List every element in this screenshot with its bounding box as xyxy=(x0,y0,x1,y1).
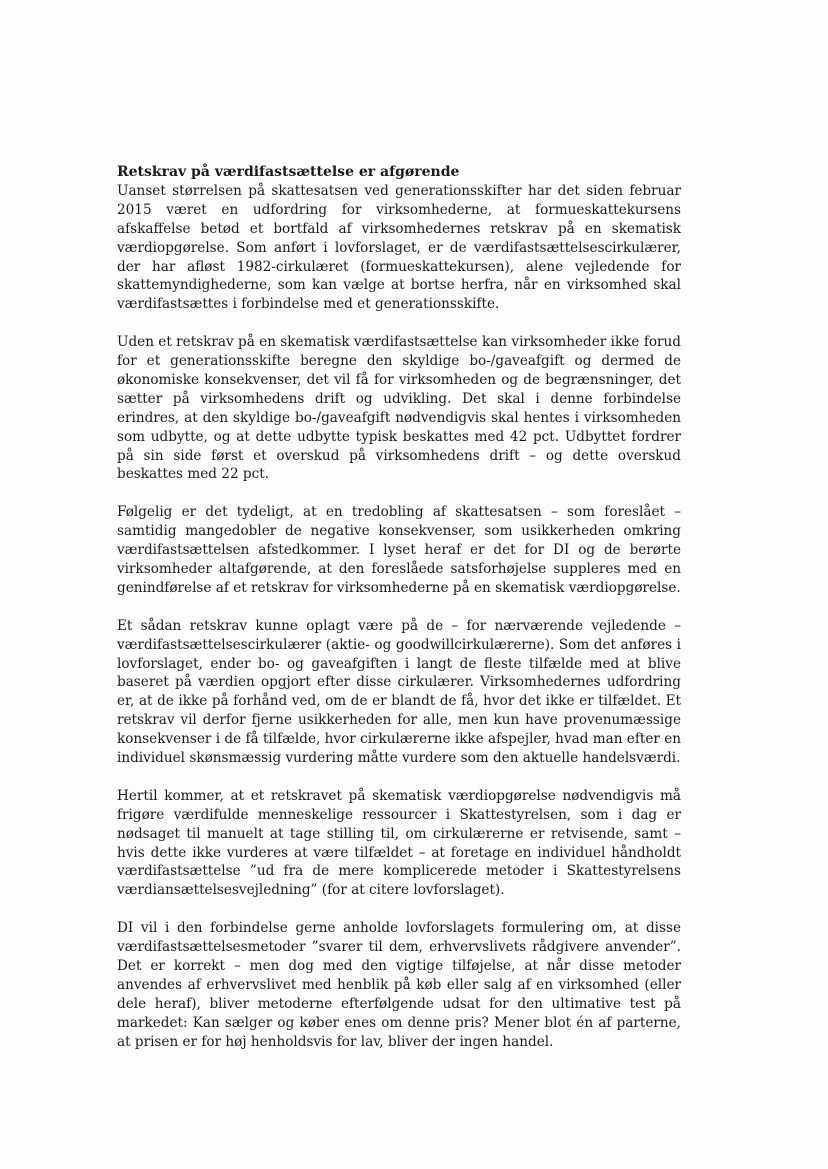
document-body xyxy=(117,163,681,1070)
paragraph-3: Følgelig er det tydeligt, at en tredobling af skattesatsen – som foreslået – samtidig mangedobler de negative konsekvenser, som usikkerheden omkring værdifastsættelsen afstedkommer. I lyset heraf er det for DI og de berørte virksomheder altafgørende, at den foreslåede satsforhøjelse suppleres med en genindførelse af et retskrav for virksomhederne på en skematisk værdiopgørelse. xyxy=(117,504,681,596)
section-heading: Retskrav på værdifastsættelse er afgørende xyxy=(117,164,460,180)
paragraph-2: Uden et retskrav på en skematisk værdifastsættelse kan virksomheder ikke forud for et generationsskifte beregne den skyldige bo-/gaveafgift og dermed de økonomiske konsekvenser, det vil få for virksomheden og de begrænsninger, det sætter på virksomhedens drift og udvikling. Det skal i denne forbindelse erindres, at den skyldige bo-/gaveafgift nødvendigvis skal hentes i virksomheden som udbytte, og at dette udbytte typisk beskattes med 42 pct. Udbyttet fordrer på sin side først et overskud på virksomhedens drift – og dette overskud beskattes med 22 pct. xyxy=(117,334,681,483)
paragraph-5: Hertil kommer, at et retskravet på skematisk værdiopgørelse nødvendigvis må frigøre værdifulde menneskelige ressourcer i Skattestyrelsen, som i dag er nødsaget til manuelt at tage stilling til, om cirkulærerne er retvisende, samt – hvis dette ikke vurderes at være tilfældet – at foretage en individuel håndholdt værdifastsættelse ”ud fra de mere komplicerede metoder i Skattestyrelsens værdiansættelsesvejledning” (for at citere lovforslaget). xyxy=(117,787,681,899)
paragraph-1: Uanset størrelsen på skattesatsen ved generationsskifter har det siden februar 2015 været en udfordring for virksomhederne, at formueskattekursens afskaffelse betød et bortfald af virksomhedernes retskrav på en skematisk værdiopgørelse. Som anført i lovforslaget, er de værdifastsættelsescirkulærer, der har afløst 1982-cirkulæret (formueskattekursen), alene vejledende for skattemyndighederne, som kan vælge at bortse herfra, når en virksomhed skal værdifastsættes i forbindelse med et generationsskifte. xyxy=(117,182,681,313)
paragraph-6: DI vil i den forbindelse gerne anholde lovforslagets formulering om, at disse værdifastsættelsesmetoder ”svarer til dem, erhvervslivets rådgivere anvender”. Det er korrekt – men dog med den vigtige tilføjelse, at når disse metoder anvendes af erhvervslivet med henblik på køb eller salg af en virksomhed (eller dele heraf), bliver metoderne efterfølgende udsat for den ultimative test på markedet: Kan sælger og køber enes om denne pris? Mener blot én af parterne, at prisen er for høj henholdsvis for lav, bliver der ingen handel. xyxy=(117,920,681,1050)
paragraph-4: Et sådan retskrav kunne oplagt være på de – for nærværende vejledende – værdifastsættelsescirkulærer (aktie- og goodwillcirkulærerne). Som det anføres i lovforslaget, ender bo- og gaveafgiften i langt de fleste tilfælde med at blive baseret på værdien opgjort efter disse cirkulærer. Virksomhedernes udfordring er, at de ikke på forhånd ved, om de er blandt de få, hvor det ikke er tilfældet. Et retskrav vil derfor fjerne usikkerheden for alle, men kun have provenumæssige konsekvenser i de få tilfælde, hvor cirkulærerne ikke afspejler, hvad man efter en individuel skønsmæssig vurdering måtte vurdere som den aktuelle handelsværdi. xyxy=(117,617,681,767)
